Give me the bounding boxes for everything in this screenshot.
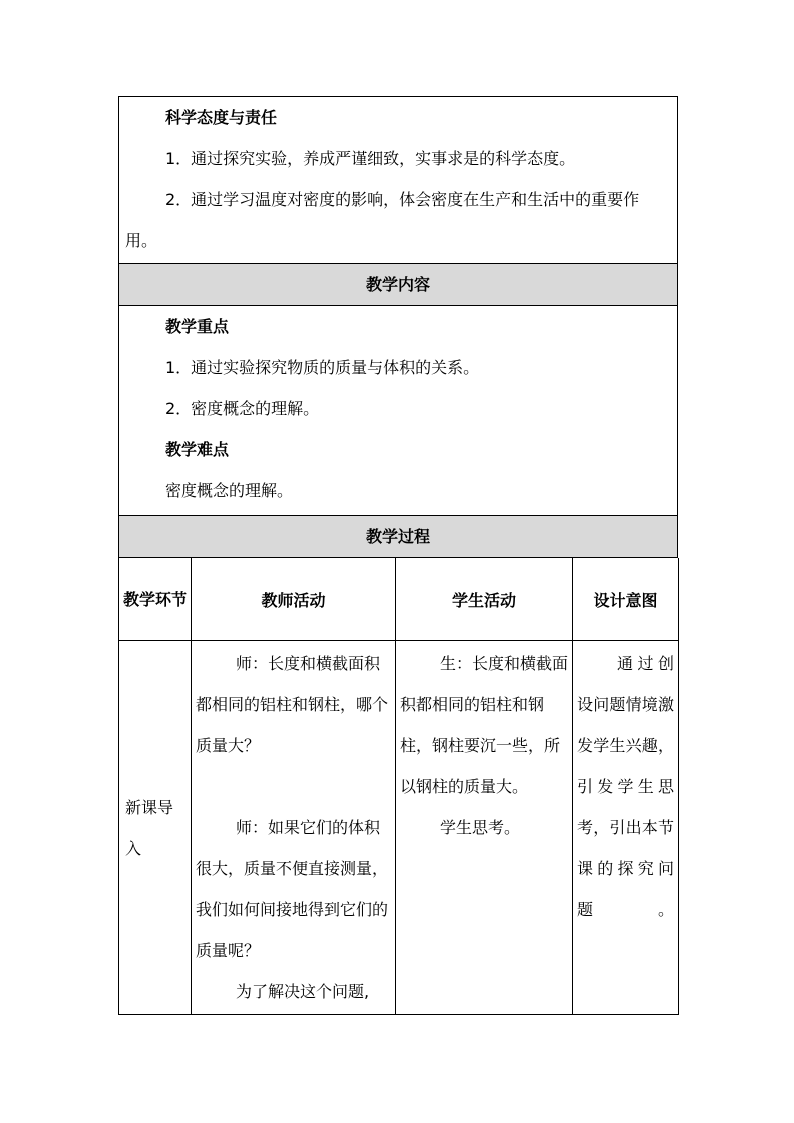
header-stage: 教学环节 xyxy=(119,558,192,641)
lesson-plan-document xyxy=(118,96,678,1015)
student-activity-p2: 学生思考。 xyxy=(440,818,521,837)
process-table-header-row xyxy=(119,558,679,641)
process-table xyxy=(118,558,679,1015)
attitude-item-2: 2．通过学习温度对密度的影响，体会密度在生产和生活中的重要作用。 xyxy=(125,190,640,250)
stage-label: 新课导入 xyxy=(125,797,174,858)
teacher-activity-cell xyxy=(192,641,396,1015)
content-band: 教学内容 xyxy=(118,264,678,306)
key-points-heading: 教学重点 xyxy=(165,317,230,336)
attitude-heading: 科学态度与责任 xyxy=(165,108,278,127)
student-activity-cell xyxy=(396,641,573,1015)
difficult-point-1: 密度概念的理解。 xyxy=(165,481,294,500)
attitude-section xyxy=(118,96,678,264)
process-band: 教学过程 xyxy=(118,516,678,558)
teacher-activity-p3: 为了解决这个问题, xyxy=(236,982,370,1001)
header-design-intent: 设计意图 xyxy=(573,558,679,641)
stage-cell xyxy=(119,641,192,1015)
design-intent-text: 通过创设问题情境激发学生兴趣，引发学生思考，引出本节课的探究问题。 xyxy=(577,654,674,919)
difficult-points-heading: 教学难点 xyxy=(165,440,230,459)
key-point-2: 2．密度概念的理解。 xyxy=(165,399,320,418)
content-section xyxy=(118,306,678,516)
key-point-1: 1．通过实验探究物质的质量与体积的关系。 xyxy=(165,358,480,377)
student-activity-p1: 生：长度和横截面积都相同的铝柱和钢柱，钢柱要沉一些，所以钢柱的质量大。 xyxy=(400,654,569,796)
attitude-item-1: 1．通过探究实验，养成严谨细致，实事求是的科学态度。 xyxy=(165,149,576,168)
design-intent-cell xyxy=(573,641,679,1015)
table-row xyxy=(119,641,679,1015)
teacher-activity-p2: 师：如果它们的体积很大，质量不便直接测量，我们如何间接地得到它们的质量呢？ xyxy=(196,818,389,960)
header-teacher-activity: 教师活动 xyxy=(192,558,396,641)
teacher-activity-p1: 师：长度和横截面积都相同的铝柱和钢柱，哪个质量大？ xyxy=(196,654,389,755)
header-student-activity: 学生活动 xyxy=(396,558,573,641)
